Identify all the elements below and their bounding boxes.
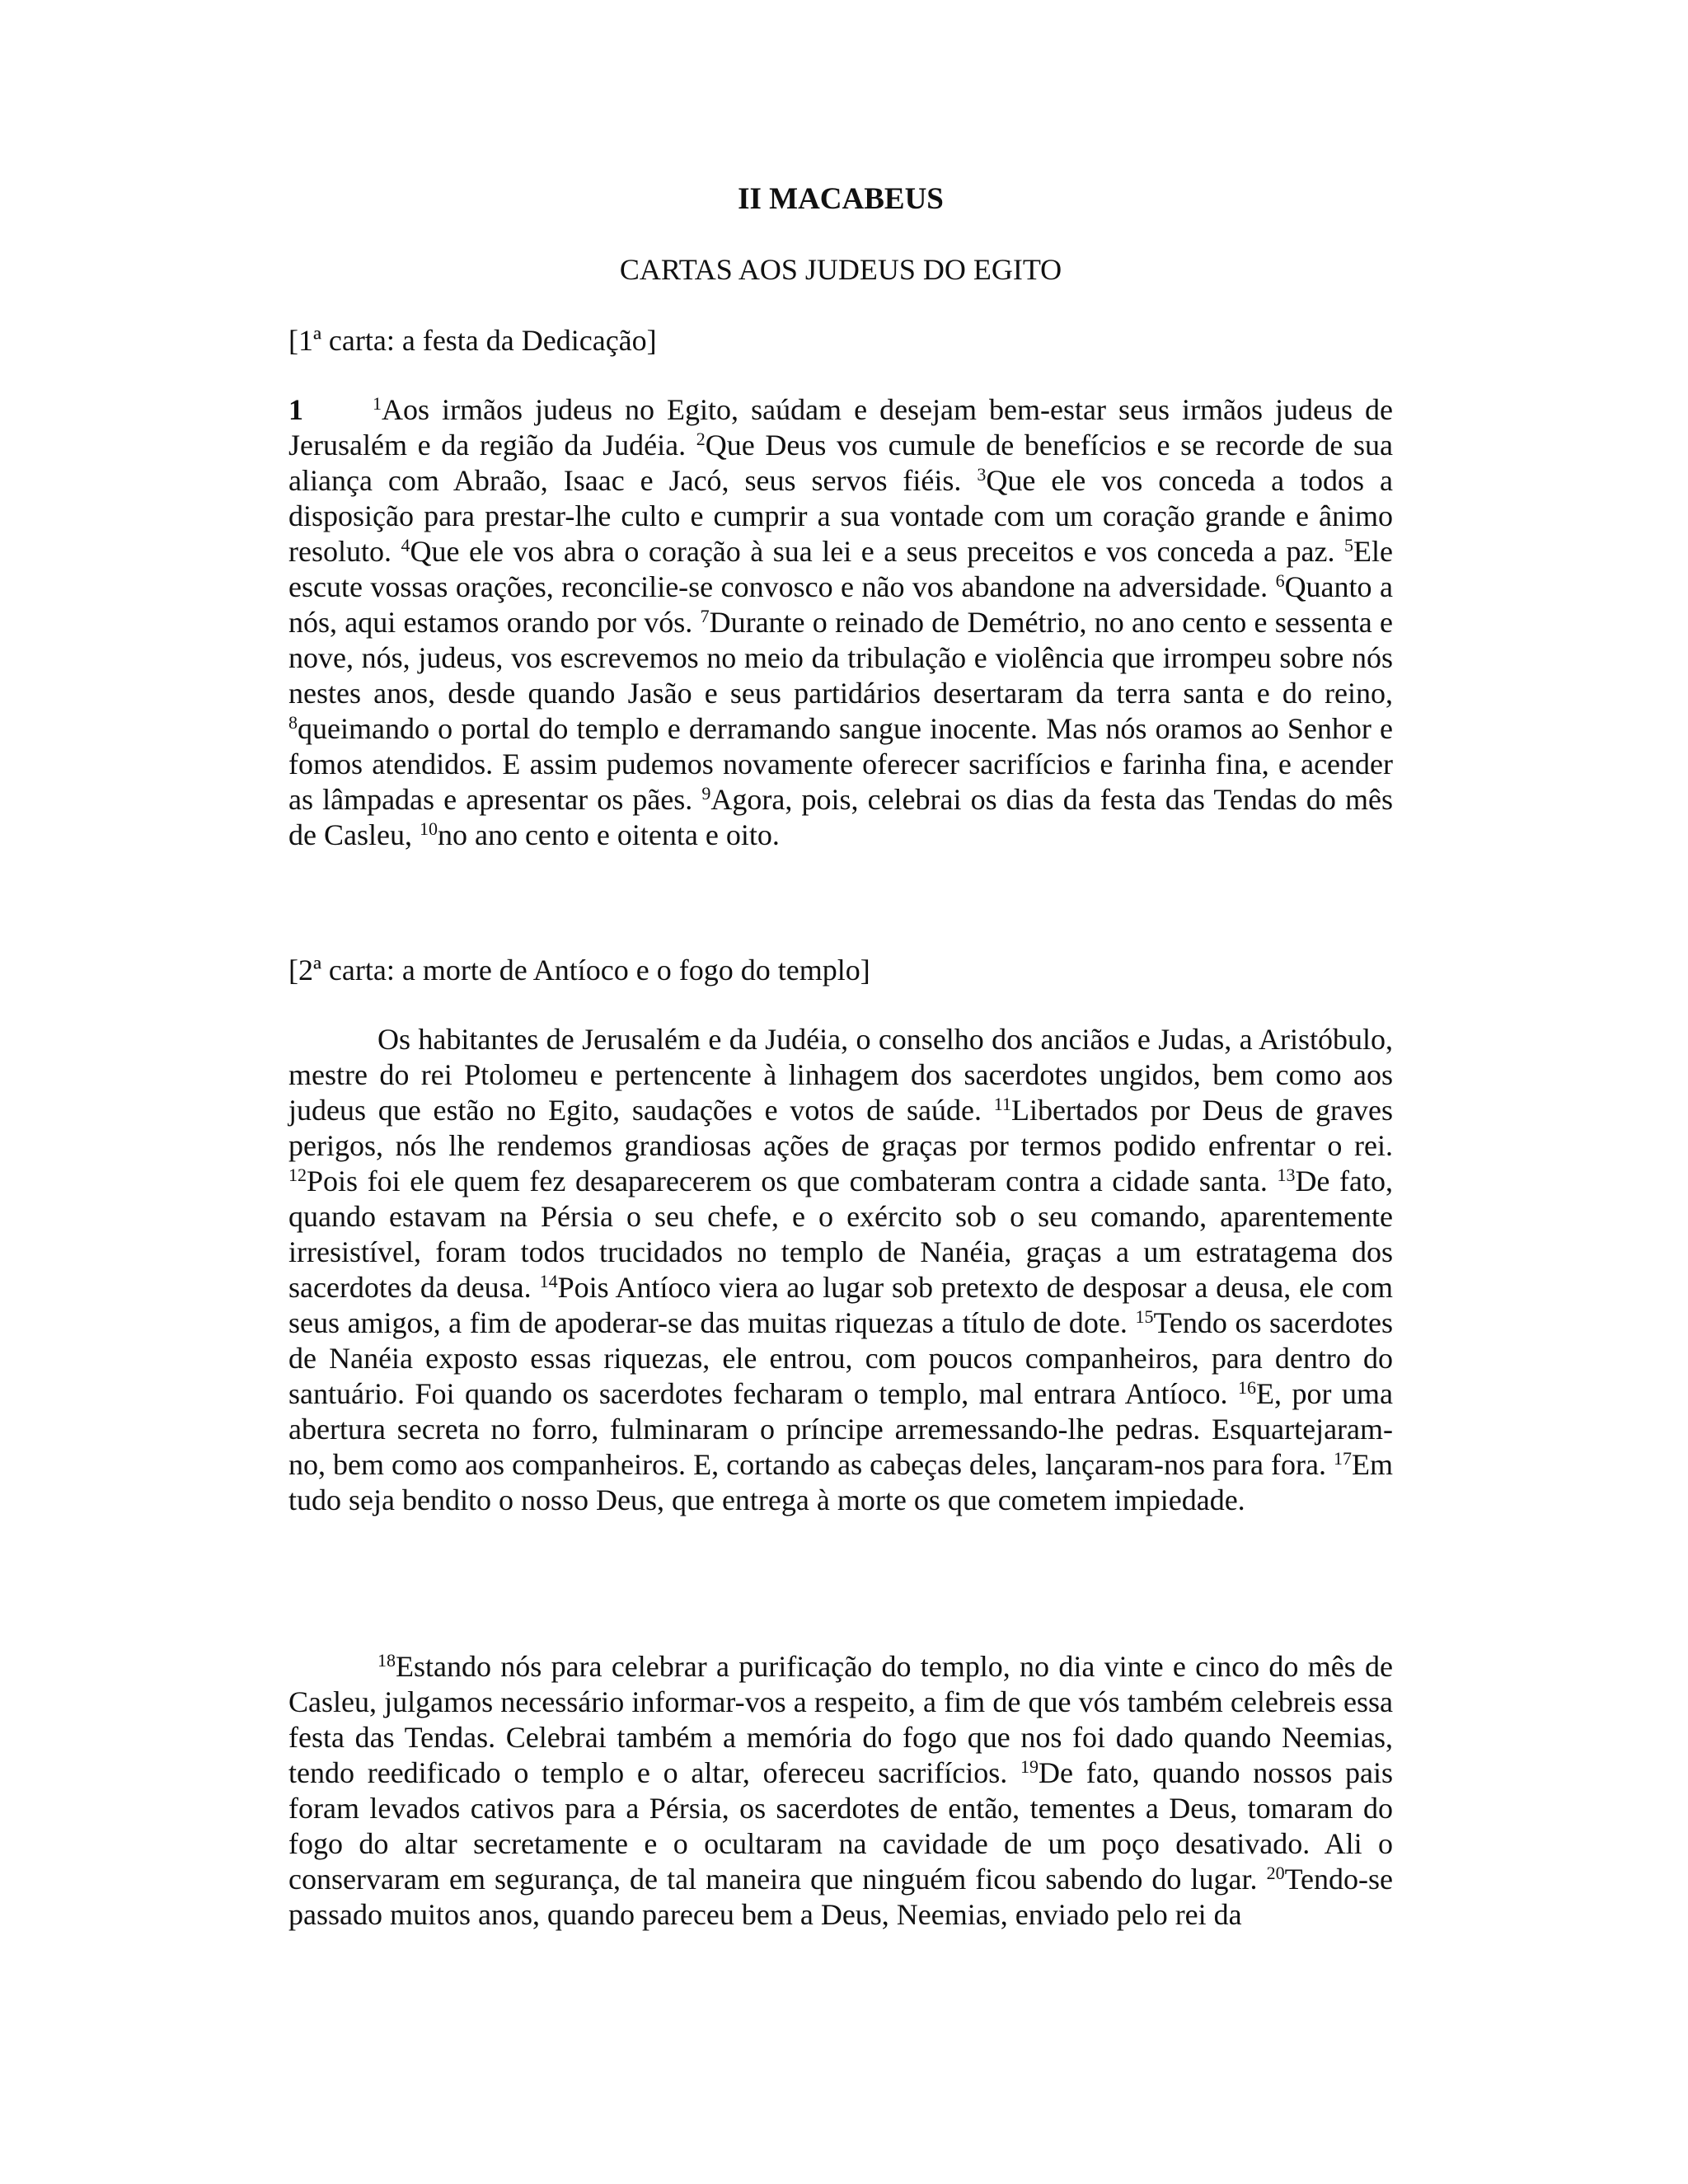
letter2-paragraph-1 xyxy=(288,1022,1393,1518)
verse-number: 10 xyxy=(419,818,438,839)
verse-text: E, por uma abertura secreta no forro, fulminaram o príncipe arremessando-lhe pedras. Esquartejaram-no, bem como aos companheiros. E, cortando as cabeças deles, lançaram-nos para fora. xyxy=(288,1377,1393,1481)
verse-number: 14 xyxy=(539,1271,558,1291)
verse-number: 11 xyxy=(993,1094,1011,1114)
letter2-paragraph-2 xyxy=(288,1649,1393,1933)
verse-number: 16 xyxy=(1238,1377,1257,1398)
section-title: CARTAS AOS JUDEUS DO EGITO xyxy=(619,253,1062,286)
verse-text: Pois foi ele quem fez desaparecerem os que combateram contra a cidade santa. xyxy=(307,1165,1278,1197)
verse-number: 4 xyxy=(401,535,410,555)
verse-number: 8 xyxy=(288,712,298,733)
verse-number: 15 xyxy=(1135,1306,1154,1327)
letter1-paragraph xyxy=(288,392,1393,853)
verse-number: 3 xyxy=(977,464,987,485)
verse-text: Que Deus vos cumule de benefícios e se recorde de sua aliança com Abraão, Isaac e Jacó, seus servos fiéis. xyxy=(288,429,1393,497)
verse-number: 20 xyxy=(1266,1863,1285,1883)
verse-text: Pois Antíoco viera ao lugar sob pretexto de desposar a deusa, ele com seus amigos, a fim de apoderar-se das muitas riquezas a título de dote. xyxy=(288,1271,1393,1339)
verse-text: De fato, quando nossos pais foram levados cativos para a Pérsia, os sacerdotes de então, tementes a Deus, tomaram do fogo do altar secretamente e o ocultaram na cavidade de um poço desativado. Ali o conservaram em segurança, de tal maneira que ninguém ficou sabendo do lugar. xyxy=(288,1756,1393,1896)
verse-text: Em tudo seja bendito o nosso Deus, que entrega à morte os que cometem impiedade. xyxy=(288,1448,1393,1516)
verse-number: 13 xyxy=(1277,1165,1296,1185)
verse-text: Tendo-se passado muitos anos, quando pareceu bem a Deus, Neemias, enviado pelo rei da xyxy=(288,1863,1393,1931)
verse-number: 17 xyxy=(1334,1448,1352,1469)
verse-text: Que ele vos abra o coração à sua lei e a seus preceitos e vos conceda a paz. xyxy=(410,535,1345,568)
letter2-intro: Os habitantes de Jerusalém e da Judéia, o conselho dos anciãos e Judas, a Aristóbulo, mestre do rei Ptolomeu e pertencente à linhagem dos sacerdotes ungidos, bem como aos judeus que estão no Egito, saudações e votos de saúde. xyxy=(288,1023,1393,1127)
verse-text: Que ele vos conceda a todos a disposição para prestar-lhe culto e cumprir a sua vontade com um coração grande e ânimo resoluto. xyxy=(288,464,1394,568)
verse-text: no ano cento e oitenta e oito. xyxy=(437,818,780,851)
verse-text: Tendo os sacerdotes de Nanéia exposto essas riquezas, ele entrou, com poucos companheiros, para dentro do santuário. Foi quando os sacerdotes fecharam o templo, mal entrara Antíoco. xyxy=(288,1306,1393,1410)
verse-text: Estando nós para celebrar a purificação do templo, no dia vinte e cinco do mês de Casleu, julgamos necessário informar-vos a respeito, a fim de que vós também celebreis essa festa das Tendas. Celebrai também a memória do fogo que nos foi dado quando Neemias, tendo reedificado o templo e o altar, ofereceu sacrifícios. xyxy=(288,1650,1393,1789)
verse-text: queimando o portal do templo e derramando sangue inocente. Mas nós oramos ao Senhor e fomos atendidos. E assim pudemos novamente oferecer sacrifícios e farinha fina, e acender as lâmpadas e apresentar os pães. xyxy=(288,712,1393,816)
verse-text: Quanto a nós, aqui estamos orando por vós. xyxy=(288,570,1393,639)
verse-text: Aos irmãos judeus no Egito, saúdam e desejam bem-estar seus irmãos judeus de Jerusalém e da região da Judéia. xyxy=(288,393,1393,462)
verse-text: De fato, quando estavam na Pérsia o seu chefe, e o exército sob o seu comando, aparentemente irresistível, foram todos trucidados no templo de Nanéia, graças a um estratagema dos sacerdotes da deusa. xyxy=(288,1165,1393,1304)
verse-text: Agora, pois, celebrai os dias da festa das Tendas do mês de Casleu, xyxy=(288,783,1394,851)
verse-number: 5 xyxy=(1344,535,1354,555)
letter1-heading: [1ª carta: a festa da Dedicação] xyxy=(288,324,657,357)
book-title: II MACABEUS xyxy=(738,182,944,216)
verse-number: 1 xyxy=(373,393,382,414)
chapter-number: 1 xyxy=(288,393,303,426)
verse-number: 12 xyxy=(288,1165,307,1185)
verse-number: 18 xyxy=(377,1650,396,1671)
verse-text: Durante o reinado de Demétrio, no ano cento e sessenta e nove, nós, judeus, vos escrevemos no meio da tribulação e violência que irrompeu sobre nós nestes anos, desde quando Jasão e seus partidários desertaram da terra santa e do reino, xyxy=(288,606,1393,710)
verse-text: Ele escute vossas orações, reconcilie-se convosco e não vos abandone na adversidade. xyxy=(288,535,1393,603)
verse-number: 6 xyxy=(1275,570,1285,591)
verse-number: 19 xyxy=(1020,1756,1039,1777)
verse-text: Libertados por Deus de graves perigos, nós lhe rendemos grandiosas ações de graças por termos podido enfrentar o rei. xyxy=(288,1094,1393,1162)
verse-number: 2 xyxy=(696,429,706,449)
letter2-heading: [2ª carta: a morte de Antíoco e o fogo do templo] xyxy=(288,954,870,987)
verse-number: 9 xyxy=(701,783,711,804)
verse-number: 7 xyxy=(700,606,710,626)
